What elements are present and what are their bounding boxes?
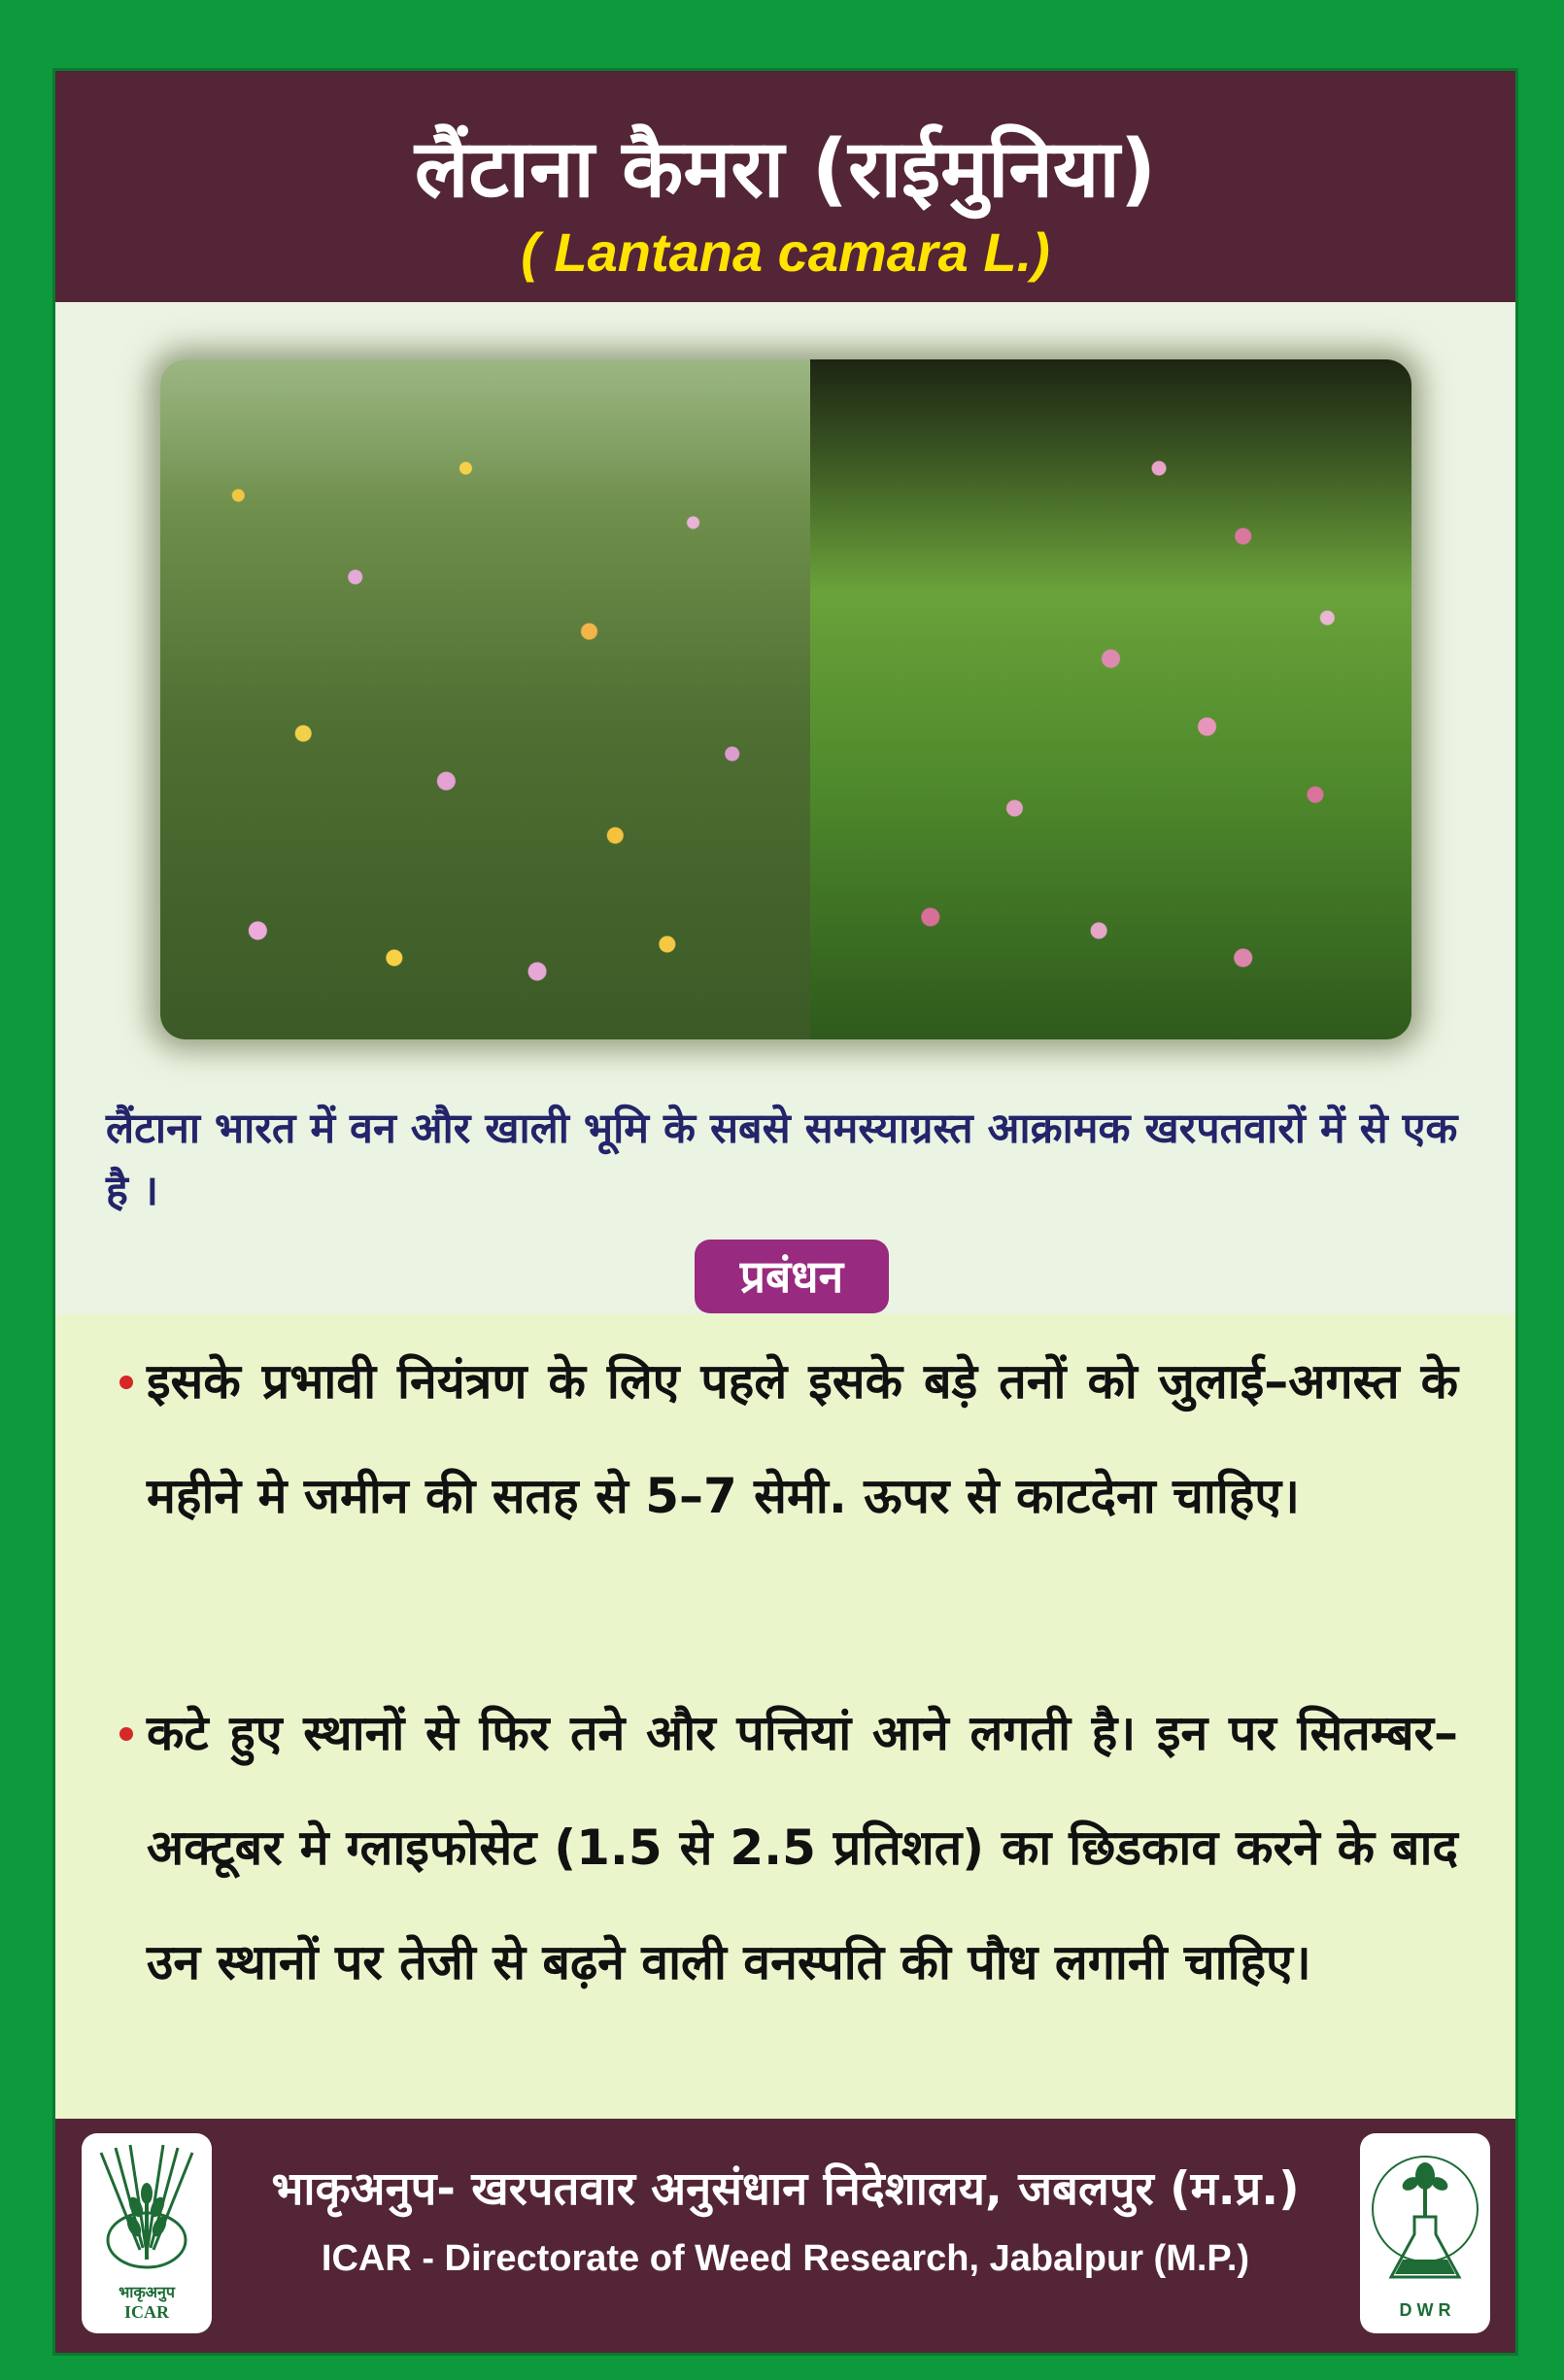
header-banner — [55, 71, 1515, 302]
photo-frame — [160, 359, 1411, 1039]
icar-logo-hindi-text: भाकृअनुप — [119, 2283, 175, 2301]
lantana-pink-bush-photo — [810, 359, 1411, 1039]
dwr-logo-text: D W R — [1399, 2300, 1451, 2320]
management-point: इसके प्रभावी नियंत्रण के लिए पहले इसके बड़े तनों को जुलाई–अगस्त के महीने मे जमीन की सतह से 5–7 सेमी. ऊपर से काटदेना चाहिए। — [147, 1353, 1458, 1524]
poster — [55, 71, 1515, 2353]
bullet-icon — [119, 1727, 133, 1741]
organization-name-english: ICAR - Directorate of Weed Research, Jabalpur (M.P.) — [321, 2238, 1250, 2279]
management-heading-badge: प्रबंधन — [695, 1240, 889, 1313]
scientific-name-subtitle: ( Lantana camara L.) — [521, 221, 1050, 283]
icar-logo — [82, 2133, 212, 2333]
icar-logo-english-text: ICAR — [123, 2302, 169, 2322]
lantana-yellow-pink-bush-photo — [160, 359, 810, 1039]
management-point: कटे हुए स्थानों से फिर तने और पत्तियां आने लगती है। इन पर सितम्बर– अक्टूबर मे ग्लाइफोसेट (1.5 से 2.5 प्रतिशत) का छिडकाव करने के बाद उन स्थानों पर तेजी से बढ़ने वाली वनस्पति की पौध लगानी चाहिए। — [147, 1705, 1458, 1990]
weed-description: लैंटाना भारत में वन और खाली भूमि के सबसे समस्याग्रस्त आक्रामक खरपतवारों में से एक है । — [106, 1105, 1458, 1215]
bullet-icon — [119, 1376, 133, 1389]
icar-wheat-logo-icon — [82, 2133, 212, 2289]
footer-banner — [55, 2119, 1515, 2353]
page-title: लैंटाना कैमरा (राईमुनिया) — [414, 123, 1157, 216]
dwr-flask-plant-logo-icon — [1360, 2133, 1490, 2298]
dwr-logo — [1360, 2133, 1490, 2333]
organization-name-hindi: भाकृअनुप- खरपतवार अनुसंधान निदेशालय, जबलपुर (म.प्र.) — [271, 2162, 1300, 2216]
